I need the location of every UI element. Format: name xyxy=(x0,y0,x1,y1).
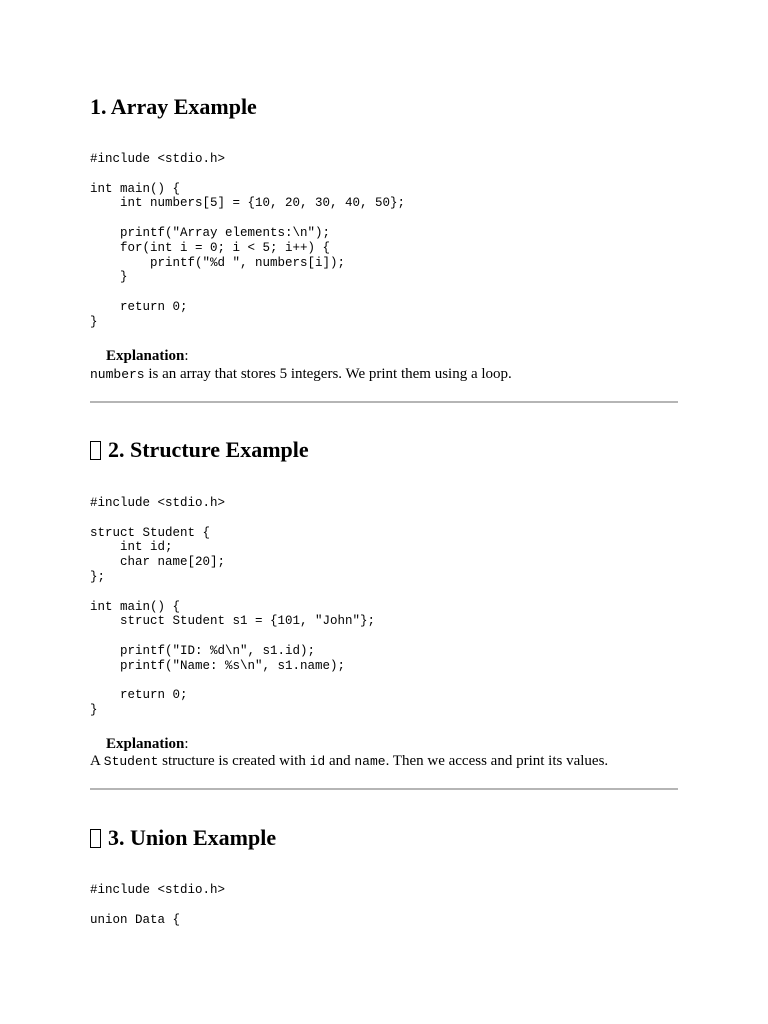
code-block-array: #include <stdio.h> int main() { int numbers[5] = {10, 20, 30, 40, 50}; printf("Array elements:\n"); for(int i = 0; i < 5; i++) { printf("%d ", numbers[i]); } return 0; } xyxy=(90,152,406,329)
inline-code: name xyxy=(354,754,386,769)
section-divider xyxy=(90,788,678,790)
inline-code: Student xyxy=(103,754,159,769)
inline-code: id xyxy=(309,754,326,769)
section-heading-structure: 2. Structure Example xyxy=(90,437,309,463)
explanation-text-structure: A Student structure is created with id and name. Then we access and print its values. xyxy=(90,753,609,769)
section-divider xyxy=(90,401,678,403)
missing-glyph-icon xyxy=(90,829,101,848)
explanation-label: Explanation: xyxy=(106,348,189,364)
explanation-label: Explanation: xyxy=(106,736,189,752)
explanation-text-array: numbers is an array that stores 5 integers. We print them using a loop. xyxy=(90,366,512,382)
section-heading-union: 3. Union Example xyxy=(90,825,276,851)
inline-code: numbers xyxy=(90,367,145,382)
section-heading-array: 1. Array Example xyxy=(90,94,257,119)
code-block-structure: #include <stdio.h> struct Student { int id; char name[20]; }; int main() { struct Student s1 = {101, "John"}; printf("ID: %d\n", s1.id); printf("Name: %s\n", s1.name); return 0; } xyxy=(90,496,376,718)
code-block-union: #include <stdio.h> union Data { xyxy=(90,883,226,927)
missing-glyph-icon xyxy=(90,441,101,460)
